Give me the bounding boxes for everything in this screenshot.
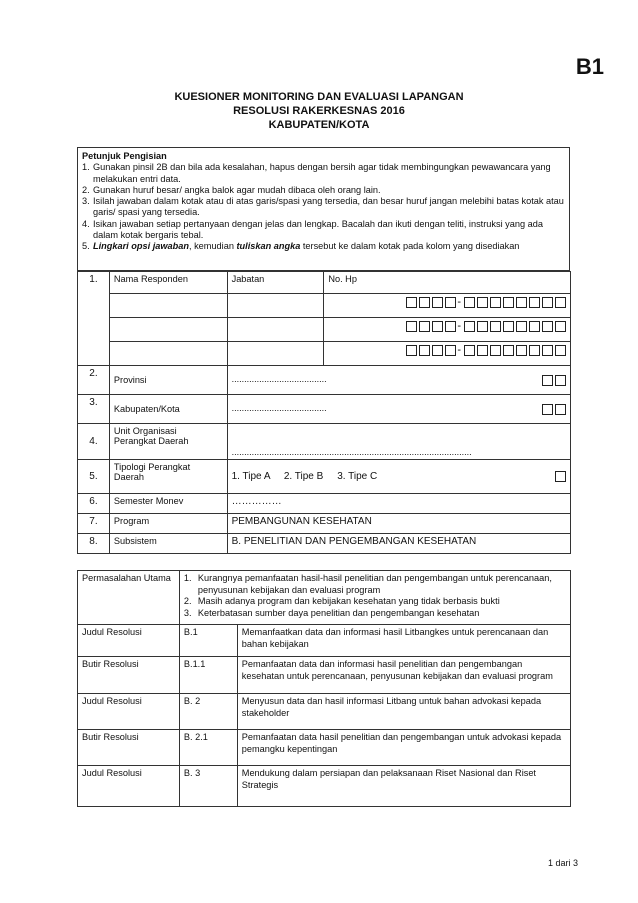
phone-field[interactable] [324, 318, 571, 342]
resolution-code: B. 3 [179, 766, 237, 807]
digit-box[interactable] [406, 345, 417, 356]
resolution-table [77, 570, 571, 807]
typology-options[interactable]: 1. Tipe A 2. Tipe B 3. Tipe C [231, 470, 378, 482]
digit-box[interactable] [432, 321, 443, 332]
digit-box[interactable] [503, 297, 514, 308]
respondent-name-field[interactable] [109, 318, 227, 342]
regency-dots: ...................................... [231, 403, 327, 414]
digit-box[interactable] [445, 321, 456, 332]
row-number: 5. [78, 460, 110, 494]
main-problem-list [179, 571, 570, 625]
province-field[interactable] [227, 366, 570, 395]
digit-box[interactable] [555, 297, 566, 308]
respondent-name-field[interactable] [109, 342, 227, 366]
resolution-code: B.1 [179, 625, 237, 657]
resolution-text: Pemanfaatan data hasil penelitian dan pengembangan untuk advokasi kepada pemangku kepentingan [237, 730, 570, 766]
row-number: 2. [78, 366, 110, 395]
typology-label: Tipologi Perangkat Daerah [109, 460, 227, 494]
position-field[interactable] [227, 318, 324, 342]
digit-box[interactable] [406, 321, 417, 332]
program-value: PEMBANGUNAN KESEHATAN [227, 514, 570, 534]
digit-box[interactable] [503, 321, 514, 332]
resolution-label: Judul Resolusi [78, 694, 180, 730]
instruction-item: 2. Gunakan huruf besar/ angka balok agar mudah dibaca oleh orang lain. [82, 184, 381, 195]
digit-box[interactable] [464, 321, 475, 332]
province-label: Provinsi [109, 366, 227, 395]
digit-box[interactable] [529, 345, 540, 356]
phone-field[interactable] [324, 342, 571, 366]
digit-box[interactable] [464, 297, 475, 308]
digit-box[interactable] [529, 321, 540, 332]
unit-label: Unit Organisasi Perangkat Daerah [109, 424, 227, 460]
typology-field[interactable] [227, 460, 570, 494]
dash-separator: - [457, 320, 461, 332]
respondent-name-field[interactable] [109, 294, 227, 318]
digit-box[interactable] [464, 345, 475, 356]
digit-box[interactable] [477, 321, 488, 332]
resolution-code: B.1.1 [179, 657, 237, 694]
resolution-text: Pemanfaatan data dan informasi hasil penelitian dan pengembangan kesehatan untuk perencanaan, penyusunan kebijakan dan evaluasi program [237, 657, 570, 694]
digit-box[interactable] [555, 345, 566, 356]
row-number: 3. [78, 395, 110, 424]
digit-box[interactable] [542, 321, 553, 332]
instruction-item: 5. Lingkari opsi jawaban, kemudian tuliskan angka tersebut ke dalam kotak pada kolom yang disediakan [82, 241, 520, 252]
digit-box[interactable] [555, 321, 566, 332]
digit-box[interactable] [432, 345, 443, 356]
instruction-item: 3. Isilah jawaban dalam kotak atau di atas garis/spasi yang tersedia, dan besar huruf jangan melebihi batas kotak atau garis/ spasi yang tersedia. [82, 196, 564, 218]
page-number: 1 dari 3 [547, 858, 578, 868]
resolution-label: Judul Resolusi [78, 766, 180, 807]
row-number: 6. [78, 494, 110, 514]
instruction-item: 1. Gunakan pinsil 2B dan bila ada kesalahan, hapus dengan bersih agar tidak membingungkan pewawancara yang melakukan entri data. [82, 162, 551, 184]
resolution-text: Menyusun data dan hasil informasi Litbang untuk bahan advokasi kepada stakeholder [237, 694, 570, 730]
regency-label: Kabupaten/Kota [109, 395, 227, 424]
digit-box[interactable] [490, 297, 501, 308]
digit-box[interactable] [516, 297, 527, 308]
province-dots: ...................................... [231, 374, 327, 385]
resolution-label: Butir Resolusi [78, 730, 180, 766]
position-header: Jabatan [227, 272, 324, 294]
regency-code-boxes[interactable] [540, 403, 566, 414]
digit-box[interactable] [490, 321, 501, 332]
main-problem-label: Permasalahan Utama [78, 571, 180, 625]
digit-box[interactable] [503, 345, 514, 356]
row-number: 8. [78, 534, 110, 554]
instructions-heading: Petunjuk Pengisian [82, 151, 167, 161]
semester-field[interactable]: …………… [227, 494, 570, 514]
digit-box[interactable] [516, 321, 527, 332]
phone-field[interactable] [324, 294, 571, 318]
resolution-code: B. 2 [179, 694, 237, 730]
subsystem-label: Subsistem [109, 534, 227, 554]
province-code-boxes[interactable] [540, 374, 566, 385]
program-label: Program [109, 514, 227, 534]
semester-label: Semester Monev [109, 494, 227, 514]
respondent-name-header: Nama Responden [109, 272, 227, 294]
dash-separator: - [457, 344, 461, 356]
document-title [0, 90, 638, 132]
document-code: B1 [575, 54, 604, 79]
digit-box[interactable] [542, 345, 553, 356]
problem-item: 2. Masih adanya program dan kebijakan kesehatan yang tidak berbasis bukti [183, 596, 500, 606]
digit-box[interactable] [477, 297, 488, 308]
resolution-label: Butir Resolusi [78, 657, 180, 694]
resolution-code: B. 2.1 [179, 730, 237, 766]
title-line-3: KABUPATEN/KOTA [268, 119, 370, 131]
unit-field[interactable]: ................................................................................................ [227, 424, 570, 460]
title-line-1: KUESIONER MONITORING DAN EVALUASI LAPANGAN [174, 91, 464, 103]
digit-box[interactable] [419, 297, 430, 308]
row-number: 7. [78, 514, 110, 534]
typology-code-box[interactable] [553, 471, 566, 482]
digit-box[interactable] [445, 345, 456, 356]
digit-box[interactable] [529, 297, 540, 308]
digit-box[interactable] [432, 297, 443, 308]
subsystem-value: B. PENELITIAN DAN PENGEMBANGAN KESEHATAN [227, 534, 570, 554]
digit-box[interactable] [419, 345, 430, 356]
row-number: 4. [78, 424, 110, 460]
regency-field[interactable] [227, 395, 570, 424]
instruction-item: 4. Isikan jawaban setiap pertanyaan dengan jelas dan lengkap. Bacalah dan ikuti dengan teliti, instruksi yang ada dalam kotak bergaris tebal. [82, 218, 543, 241]
respondent-form [77, 271, 571, 554]
digit-box[interactable] [406, 297, 417, 308]
digit-box[interactable] [419, 321, 430, 332]
problem-item: 3. Keterbatasan sumber daya penelitian dan pengembangan kesehatan [183, 607, 480, 618]
resolution-label: Judul Resolusi [78, 625, 180, 657]
problem-item: 1. Kurangnya pemanfaatan hasil-hasil penelitian dan pengembangan untuk perencanaan, penyusunan kebijakan dan evaluasi program [183, 573, 552, 595]
dash-separator: - [457, 296, 461, 308]
digit-box[interactable] [542, 297, 553, 308]
digit-box[interactable] [445, 297, 456, 308]
position-field[interactable] [227, 342, 324, 366]
phone-header: No. Hp [324, 272, 571, 294]
row-number: 1. [78, 272, 110, 366]
digit-box[interactable] [477, 345, 488, 356]
digit-box[interactable] [516, 345, 527, 356]
resolution-text: Mendukung dalam persiapan dan pelaksanaan Riset Nasional dan Riset Strategis [237, 766, 570, 807]
title-line-2: RESOLUSI RAKERKESNAS 2016 [233, 105, 405, 117]
instructions-box [77, 147, 570, 271]
position-field[interactable] [227, 294, 324, 318]
digit-box[interactable] [490, 345, 501, 356]
resolution-text: Memanfaatkan data dan informasi hasil Litbangkes untuk perencanaan dan bahan kebijakan [237, 625, 570, 657]
